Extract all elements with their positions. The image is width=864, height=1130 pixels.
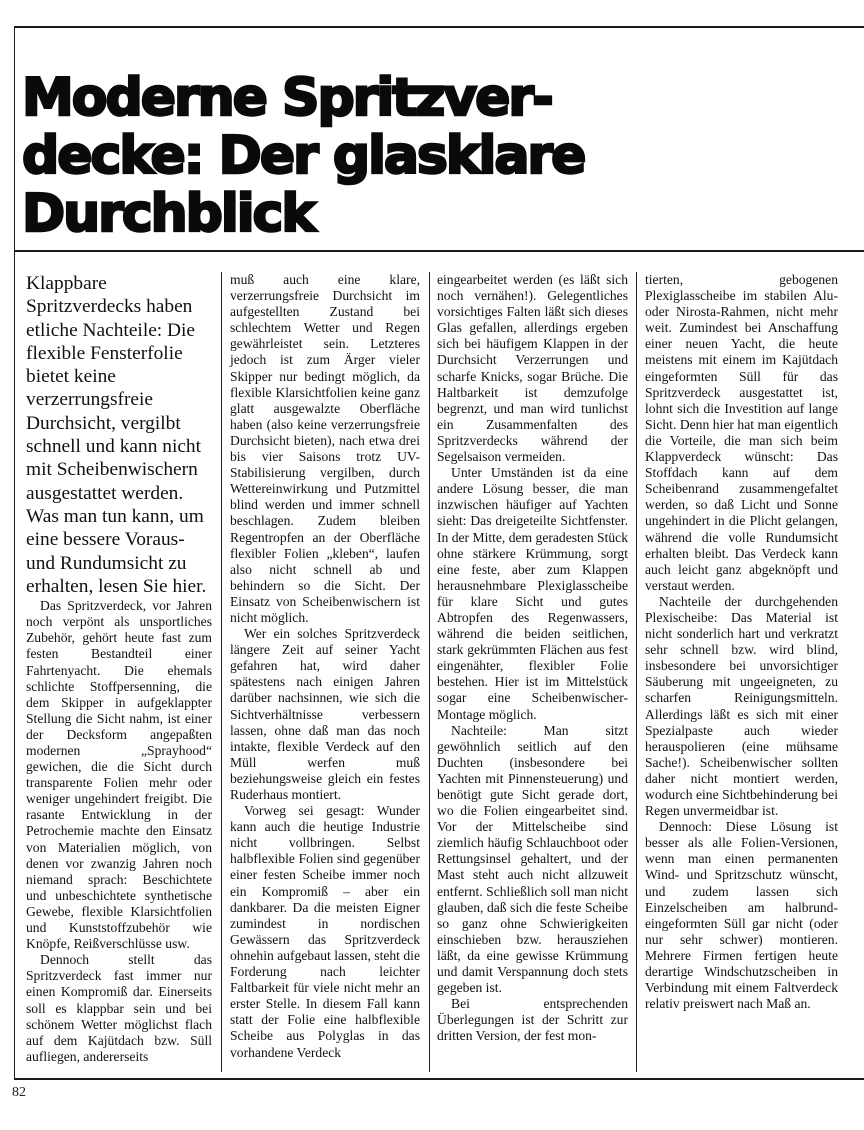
column-4 [645, 272, 838, 1012]
body-paragraph: muß auch eine klare, verzerrungsfreie Durchsicht im aufgestellten Zustand bei schlechtem Wetter und Regen gewährleistet sein. Letzteres jedoch ist zum Ärger vieler Skipper nur bedingt möglich, da flexible Klarsichtfolien keine ganz glatt ausgewalzte Oberfläche haben (also keine verzerrungsfreie Durchsicht bieten), nach etwa drei bis vier Saisons trotz UV-Stabilisierung vergilben, durch Wettereinwirkung und Putzmittel blind werden und immer schnell beschlagen. Zudem bleiben Regentropfen an der Oberfläche flexibler Folien „kleben“, laufen also nicht schnell ab und behindern so die Sicht. Der Einsatz von Scheibenwischern ist nicht möglich. [230, 272, 420, 625]
body-paragraph: tierten, gebogenen Plexiglasscheibe im stabilen Alu- oder Nirosta-Rahmen, nicht mehr weit. Zumindest bei Anschaffung einer neuen Yacht, die heute meistens mit einem im Kajütdach eingeformten Süll für das Spritzverdeck ausgestattet ist, lohnt sich die Investition auf lange Sicht. Denn hier hat man eigentlich die Vorteile, die man sich beim Klappverdeck wünscht: Das Stoffdach kann auf dem Scheibenrand zusammengefaltet werden, so daß Licht und Sonne ungehindert in die Plicht gelangen, während die volle Rundumsicht erhalten bleibt. Das Verdeck kann auch leicht ganz abgeknöpft und verstaut werden. [645, 272, 838, 593]
page-number: 82 [12, 1085, 26, 1100]
headline-line-1: Moderne Spritzver- [22, 67, 552, 128]
left-frame-rule [14, 26, 15, 1080]
body-paragraph: Vorweg sei gesagt: Wunder kann auch die heutige Industrie nicht vollbringen. Selbst halbflexible Folien sind gegenüber einer festen Scheibe immer noch ein Kompromiß – aber ein dankbarer. Da die meisten Eigner zumindest in nordischen Gewässern das Spritzverdeck ohnehin aufgebaut lassen, steht die Forderung nach leichter Faltbarkeit für viele nicht mehr an erster Stelle. In diesem Fall kann statt der Folie eine halbflexible Scheibe aus Polyglas in das vorhandene Verdeck [230, 803, 420, 1060]
column-3 [437, 272, 628, 1045]
body-paragraph: Das Spritzverdeck, vor Jahren noch verpönt als unsportliches Zubehör, gehört heute fast zum festen Bestandteil einer Fahrtenyacht. Die ehemals schlichte Stoffpersenning, die dem Skipper in aufgeklappter Stellung die Sicht nahm, ist einer der Decksform angepaßten modernen „Sprayhood“ gewichen, die die Sicht durch transparente Folien mehr oder weniger ungehindert freigibt. Die rasante Entwicklung in der Petrochemie machte den Einsatz von Materialien möglich, von denen vor zwanzig Jahren noch niemand sprach: Beschichtete und unbeschichtete synthetische Gewebe, flexible Klarsichtfolien und Kunststoffzubehör wie Knöpfe, Reißverschlüsse usw. [26, 598, 212, 952]
body-paragraph: Dennoch stellt das Spritzverdeck fast immer nur einen Kompromiß dar. Einerseits soll es klappbar sein und bei schönem Wetter möglichst flach auf dem Kajütdach bzw. Süll aufliegen, andererseits [26, 952, 212, 1064]
column-2 [230, 272, 420, 1061]
column-divider-2 [429, 272, 430, 1072]
lead-paragraph: Klappbare Spritzverdecks haben etliche Nachteile: Die flexible Fensterfolie bietet keine verzerrungsfreie Durchsicht, vergilbt schnell und kann nicht mit Scheibenwischern ausgestattet werden. Was man tun kann, um eine bessere Voraus- und Rundumsicht zu erhalten, lesen Sie hier. [26, 273, 207, 597]
headline-line-3: Durchblick [22, 183, 314, 244]
headline-line-2: decke: Der glasklare [22, 125, 585, 186]
top-rule [14, 26, 864, 28]
body-paragraph: Nachteile der durchgehenden Plexischeibe: Das Material ist nicht sonderlich hart und verkratzt sehr schnell bzw. wird blind, insbesondere bei unvorsichtiger Säuberung mit ungeeigneten, zu scharfen Reinigungsmitteln. Allerdings läßt es sich mit einer Spezialpaste auch wieder herauspolieren (eine mühsame Sache!). Scheibenwischer sollten daher nicht montiert werden, wodurch eine Sichtbehinderung bei Regen unvermeidbar ist. [645, 593, 838, 819]
body-paragraph: Bei entsprechenden Überlegungen ist der Schritt zur dritten Version, der fest mon- [437, 996, 628, 1044]
column-divider-1 [221, 272, 222, 1072]
body-paragraph: Wer ein solches Spritzverdeck längere Zeit auf seiner Yacht gefahren hat, wird daher spätestens nach einigen Jahren darüber nachsinnen, wie sich die Sichtverhältnisse verbessern lassen, ohne daß man das noch intakte, flexible Verdeck auf den Müll werfen muß beziehungsweise gleich ein festes Ruderhaus montiert. [230, 626, 420, 802]
body-paragraph: Nachteile: Man sitzt gewöhnlich seitlich auf den Duchten (insbesondere bei Yachten mit Pinnensteuerung) und benötigt gute Sicht gerade dort, wo die Folien eingearbeitet sind. Vor der Mittelscheibe sind ziemlich häufig Schlauchboot oder Rettungsinsel gehaltert, und der Mast steht auch nicht allzuweit entfernt. Schließlich soll man nicht glauben, daß sich die feste Scheibe so ganz ohne Schwierigkeiten einschieben bzw. herausziehen läßt, da eine gewisse Krümmung und damit Verspannung doch stets gegeben ist. [437, 722, 628, 996]
bottom-rule [14, 1078, 864, 1080]
body-paragraph: Dennoch: Diese Lösung ist besser als alle Folien-Versionen, wenn man einen permanenten Wind- und Spritzschutz wünscht, und zudem lassen sich Einzelscheiben am halbrund-eingeformten Süll gar nicht (oder nur sehr schwer) montieren. Mehrere Firmen fertigen heute derartige Windschutzscheiben in Verbindung mit einem Faltverdeck relativ preiswert nach Maß an. [645, 819, 838, 1012]
body-paragraph: eingearbeitet werden (es läßt sich noch vernähen!). Gelegentliches vorsichtiges Falten läßt sich dieses Glas gefallen, allerdings ergeben sich bei häufigem Klappen in der Durchsicht Verzerrungen und scharfe Knicks, sogar Brüche. Die Haltbarkeit ist demzufolge begrenzt, und man wird tunlichst ein Zusammenfalten des Spritzverdecks während der Segelsaison vermeiden. [437, 272, 628, 465]
body-paragraph: Unter Umständen ist da eine andere Lösung besser, die man inzwischen häufiger auf Yachten sieht: Das dreigeteilte Sichtfenster. In der Mitte, dem geradesten Stück ohne stärkere Krümmung, sorgt eine feste, aber zum Klappen herausnehmbare Plexiglasscheibe für klare Sicht und gutes Abtropfen des Regenwassers, während die beiden seitlichen, stark gekrümmten Flächen aus fest eingenähter, flexibler Folie bestehen. Hier ist im Mittelstück sogar eine Scheibenwischer-Montage möglich. [437, 465, 629, 722]
headline [22, 69, 852, 243]
column-divider-3 [636, 272, 637, 1072]
headline-rule [14, 250, 864, 252]
column-1 [26, 272, 212, 1065]
